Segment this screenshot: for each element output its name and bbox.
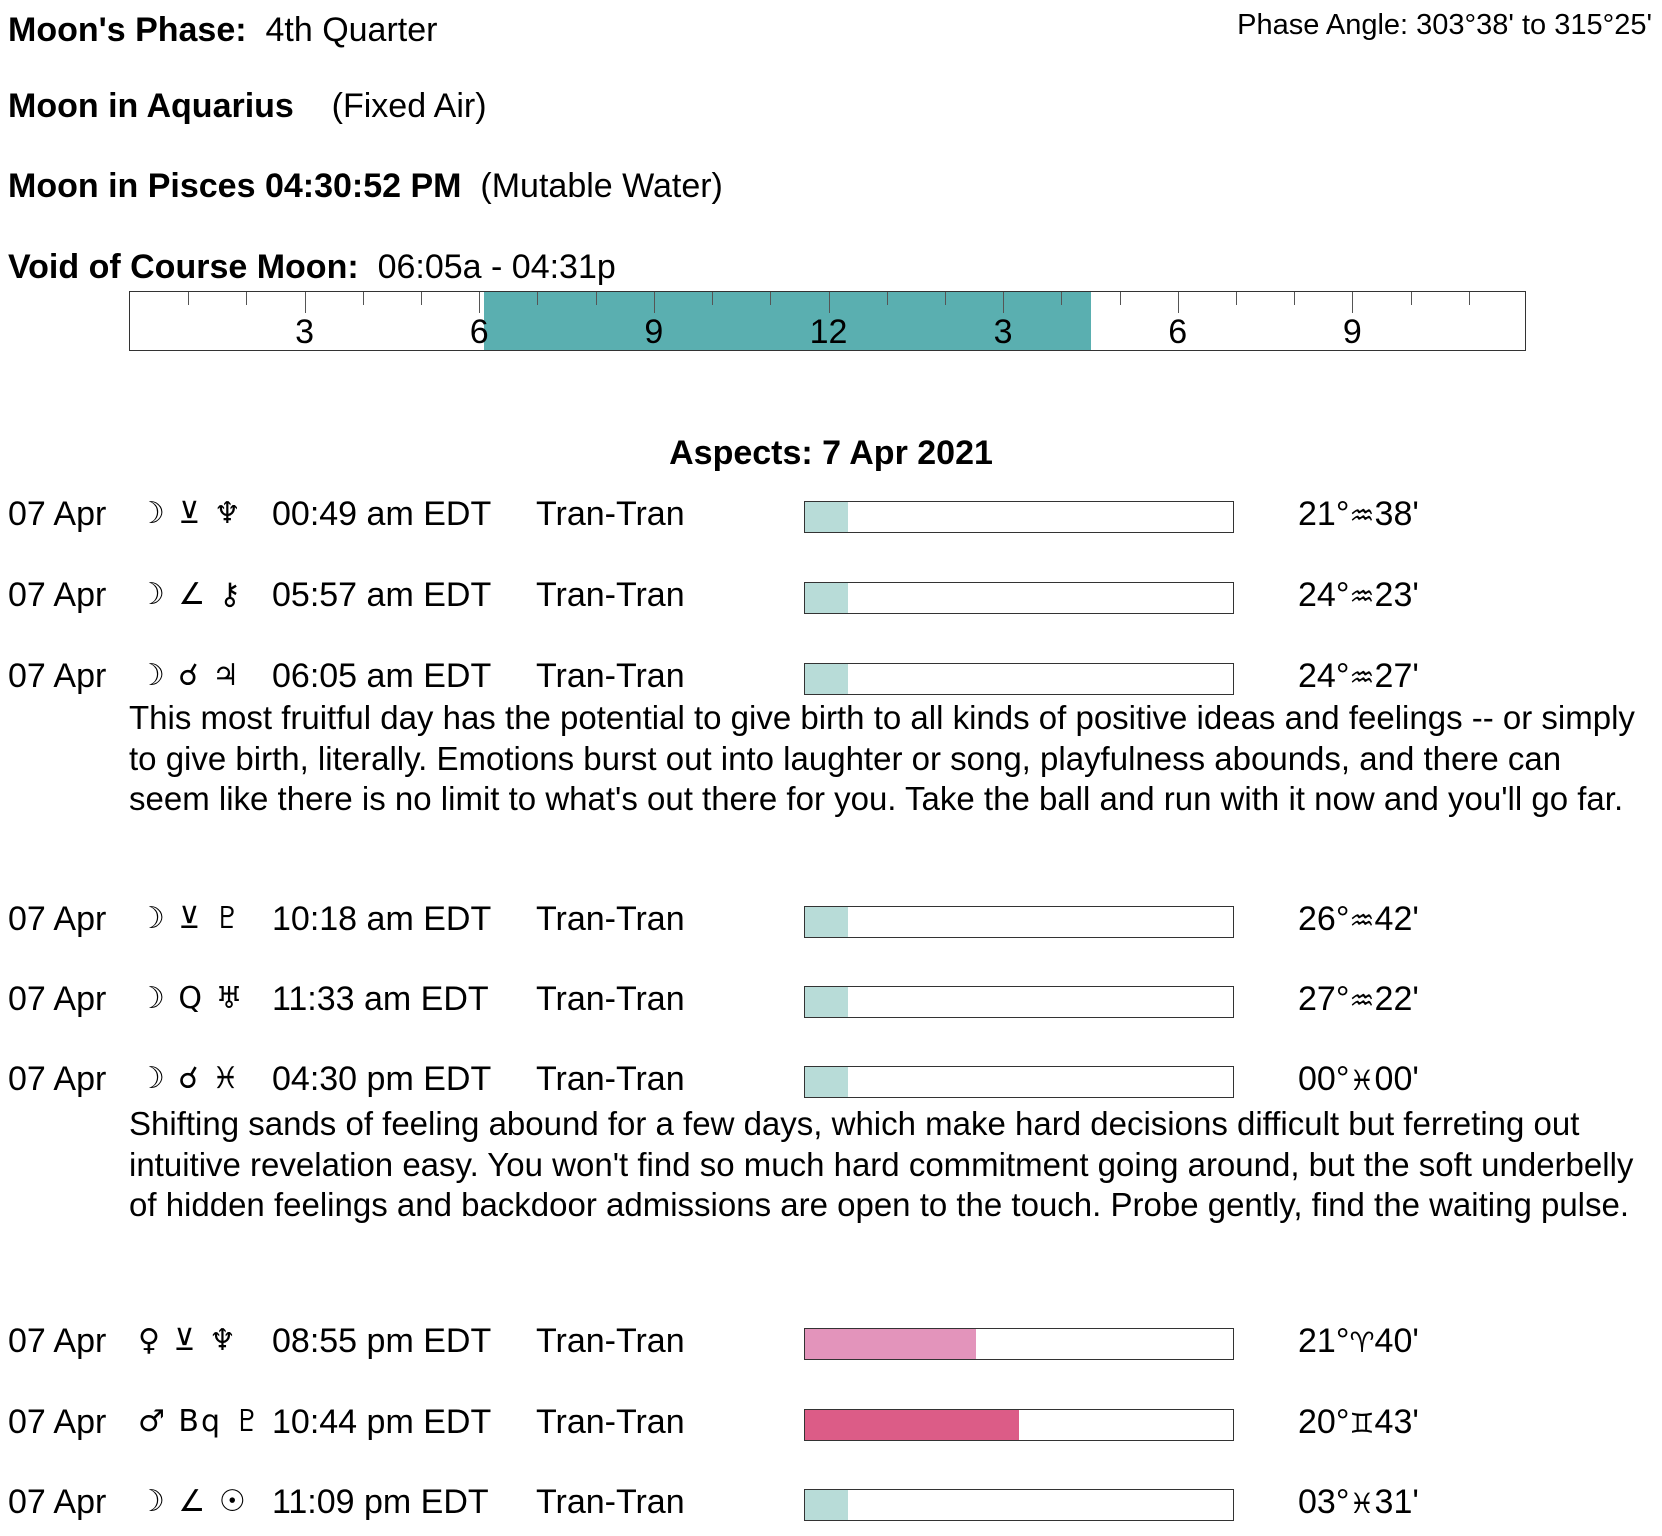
aspect-degree: 21°	[1298, 1322, 1350, 1360]
timeline-tick	[1120, 292, 1121, 305]
aspect-position	[1298, 575, 1419, 617]
aspect-glyphs: ☽ ∠ ☉	[138, 1484, 248, 1519]
aspect-time: 10:44 pm EDT	[272, 1403, 492, 1441]
timeline-tick	[1061, 292, 1062, 305]
moon-phase-value: 4th Quarter	[265, 11, 438, 49]
aspect-glyphs: ☽ ∠ ⚷	[138, 577, 243, 612]
aspect-strength-bar	[804, 501, 1234, 533]
timeline-tick	[246, 292, 247, 305]
aspect-position	[1298, 1321, 1419, 1363]
aspect-type: Tran-Tran	[536, 1060, 685, 1098]
aspect-time: 10:18 am EDT	[272, 900, 492, 938]
aspects-title: Aspects: 7 Apr 2021	[669, 434, 993, 472]
timeline-tick	[596, 292, 597, 305]
aspect-type: Tran-Tran	[536, 495, 685, 533]
aspect-minute: 31'	[1374, 1483, 1419, 1521]
aspect-degree: 20°	[1298, 1403, 1350, 1441]
aspect-strength-fill	[805, 1490, 848, 1520]
timeline-tick	[188, 292, 189, 305]
aspect-type: Tran-Tran	[536, 657, 685, 695]
aspect-minute: 42'	[1374, 900, 1419, 938]
aspect-row	[8, 899, 1648, 939]
aspect-time: 04:30 pm EDT	[272, 1060, 492, 1098]
aspect-glyphs: ♂ Bq ♇	[138, 1404, 263, 1439]
moon-phase-line	[8, 10, 437, 50]
zodiac-sign-icon: ♒	[1349, 661, 1375, 694]
aspect-strength-fill	[805, 1410, 1019, 1440]
timeline-tick	[1352, 292, 1353, 313]
aspect-row	[8, 494, 1648, 534]
aspect-strength-bar	[804, 1489, 1234, 1521]
timeline-tick	[363, 292, 364, 305]
aspect-minute: 00'	[1374, 1060, 1419, 1098]
aspect-strength-bar	[804, 582, 1234, 614]
aspect-row	[8, 1321, 1648, 1361]
aspect-date: 07 Apr	[8, 1060, 107, 1098]
aspect-type: Tran-Tran	[536, 1403, 685, 1441]
aspect-strength-bar	[804, 1409, 1234, 1441]
timeline-tick	[1236, 292, 1237, 305]
timeline-tick	[1469, 292, 1470, 305]
aspect-degree: 00°	[1298, 1060, 1350, 1098]
aspect-glyphs: ☽ ⊻ ♆	[138, 496, 243, 531]
aspect-type: Tran-Tran	[536, 980, 685, 1018]
aspect-glyphs: ☽ ☌ ♓	[138, 1061, 242, 1096]
timeline-tick	[1178, 292, 1179, 313]
aspect-degree: 27°	[1298, 980, 1350, 1018]
aspect-glyphs: ♀ ⊻ ♆	[138, 1323, 238, 1358]
aspect-strength-bar	[804, 1066, 1234, 1098]
aspect-description: Shifting sands of feeling abound for a few days, which make hard decisions difficult but ferreting out intuitive revelation easy. You won't find so much hard commitment going around, but the soft underbelly of hidden feelings and backdoor admissions are open to the touch. Probe gently, find the waiting pulse.	[129, 1105, 1634, 1223]
aspect-date: 07 Apr	[8, 900, 107, 938]
aspect-strength-fill	[805, 583, 848, 613]
timeline-tick	[945, 292, 946, 305]
aspect-minute: 43'	[1374, 1403, 1419, 1441]
aspect-minute: 27'	[1374, 657, 1419, 695]
timeline-tick	[654, 292, 655, 313]
aspect-row	[8, 1482, 1648, 1522]
timeline-tick	[305, 292, 306, 313]
zodiac-sign-icon: ♒	[1349, 499, 1375, 532]
aspect-strength-bar	[804, 1328, 1234, 1360]
voc-line	[8, 247, 616, 287]
aspect-time: 11:09 pm EDT	[272, 1483, 489, 1521]
aspect-type: Tran-Tran	[536, 576, 685, 614]
zodiac-sign-icon: ♒	[1349, 580, 1375, 613]
timeline-hour-label: 6	[1168, 313, 1188, 351]
aspect-degree: 03°	[1298, 1483, 1350, 1521]
timeline-tick	[887, 292, 888, 305]
aspect-row	[8, 656, 1648, 696]
aspect-strength-fill	[805, 1329, 976, 1359]
moon-ingress-label: Moon in Pisces 04:30:52 PM	[8, 167, 462, 205]
aspect-strength-bar	[804, 986, 1234, 1018]
moon-ingress-quality: (Mutable Water)	[480, 167, 723, 205]
phase-angle: Phase Angle: 303°38' to 315°25'	[1237, 9, 1652, 41]
timeline-hour-label: 3	[295, 313, 315, 351]
zodiac-sign-icon: ♊	[1349, 1407, 1375, 1440]
aspect-strength-fill	[805, 987, 848, 1017]
aspect-row	[8, 1402, 1648, 1442]
timeline-tick	[829, 292, 830, 313]
aspect-type: Tran-Tran	[536, 900, 685, 938]
timeline-tick	[537, 292, 538, 305]
voc-timeline	[129, 291, 1526, 351]
aspect-date: 07 Apr	[8, 1322, 107, 1360]
timeline-hour-label: 6	[469, 313, 489, 351]
moon-sign-line	[8, 86, 487, 126]
aspect-minute: 38'	[1374, 495, 1419, 533]
aspect-position	[1298, 899, 1419, 941]
timeline-hour-label: 9	[1342, 313, 1362, 351]
aspect-time: 08:55 pm EDT	[272, 1322, 492, 1360]
timeline-tick	[479, 292, 480, 313]
aspect-position	[1298, 979, 1419, 1021]
moon-ingress-line	[8, 166, 723, 206]
aspect-position	[1298, 656, 1419, 698]
aspect-time: 00:49 am EDT	[272, 495, 492, 533]
aspect-position	[1298, 1059, 1419, 1101]
aspect-strength-bar	[804, 906, 1234, 938]
timeline-tick	[712, 292, 713, 305]
aspect-position	[1298, 1482, 1419, 1524]
timeline-tick	[1003, 292, 1004, 313]
zodiac-sign-icon: ♒	[1349, 904, 1375, 937]
voc-value: 06:05a - 04:31p	[377, 248, 616, 286]
aspect-date: 07 Apr	[8, 657, 107, 695]
aspect-minute: 23'	[1374, 576, 1419, 614]
aspect-time: 11:33 am EDT	[272, 980, 489, 1018]
timeline-tick	[421, 292, 422, 305]
aspect-minute: 40'	[1374, 1322, 1419, 1360]
aspect-date: 07 Apr	[8, 980, 107, 1018]
aspect-date: 07 Apr	[8, 495, 107, 533]
timeline-tick	[1294, 292, 1295, 305]
zodiac-sign-icon: ♓	[1349, 1487, 1375, 1520]
aspect-strength-bar	[804, 663, 1234, 695]
aspect-strength-fill	[805, 1067, 848, 1097]
aspect-date: 07 Apr	[8, 1483, 107, 1521]
aspect-strength-fill	[805, 502, 848, 532]
zodiac-sign-icon: ♓	[1349, 1064, 1375, 1097]
voc-label: Void of Course Moon:	[8, 248, 359, 286]
aspect-minute: 22'	[1374, 980, 1419, 1018]
aspect-degree: 24°	[1298, 657, 1350, 695]
zodiac-sign-icon: ♈	[1349, 1326, 1375, 1359]
timeline-hour-label: 3	[993, 313, 1013, 351]
aspect-row	[8, 979, 1648, 1019]
aspect-strength-fill	[805, 907, 848, 937]
aspect-row	[8, 1059, 1648, 1099]
aspect-position	[1298, 494, 1419, 536]
moon-phase-label: Moon's Phase:	[8, 11, 247, 49]
aspect-time: 05:57 am EDT	[272, 576, 492, 614]
timeline-tick	[770, 292, 771, 305]
aspect-time: 06:05 am EDT	[272, 657, 492, 695]
zodiac-sign-icon: ♒	[1349, 984, 1375, 1017]
aspect-glyphs: ☽ Q ♅	[138, 981, 245, 1016]
aspect-glyphs: ☽ ☌ ♃	[138, 658, 242, 693]
aspect-degree: 21°	[1298, 495, 1350, 533]
aspect-row	[8, 575, 1648, 615]
aspect-position	[1298, 1402, 1419, 1444]
aspect-type: Tran-Tran	[536, 1483, 685, 1521]
aspect-strength-fill	[805, 664, 848, 694]
timeline-hour-label: 12	[809, 313, 848, 351]
aspect-date: 07 Apr	[8, 1403, 107, 1441]
aspect-glyphs: ☽ ⊻ ♇	[138, 901, 243, 936]
timeline-hour-label: 9	[644, 313, 664, 351]
moon-sign-quality: (Fixed Air)	[331, 87, 487, 125]
aspect-degree: 24°	[1298, 576, 1350, 614]
aspect-degree: 26°	[1298, 900, 1350, 938]
aspect-description: This most fruitful day has the potential to give birth to all kinds of positive ideas and feelings -- or simply to give birth, literally. Emotions burst out into laughter or song, playfulness abounds, and there can seem like there is no limit to what's out there for you. Take the ball and run with it now and you'll go far.	[129, 699, 1635, 817]
aspect-date: 07 Apr	[8, 576, 107, 614]
moon-sign-label: Moon in Aquarius	[8, 87, 294, 125]
aspect-type: Tran-Tran	[536, 1322, 685, 1360]
timeline-tick	[1411, 292, 1412, 305]
